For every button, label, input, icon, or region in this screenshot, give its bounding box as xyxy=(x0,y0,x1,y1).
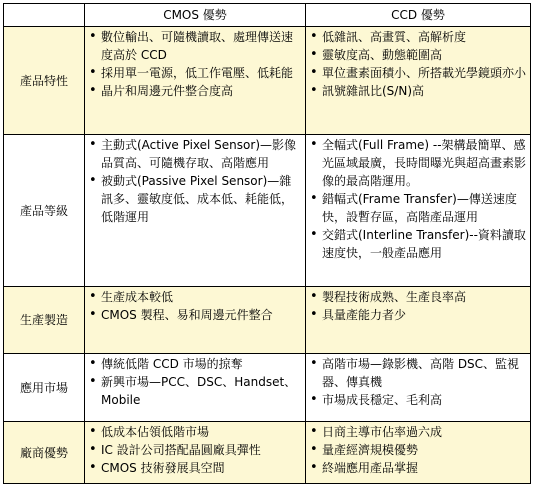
list-item: • 具量產能力者少 xyxy=(309,306,527,324)
list-item: • 新興市場—PCC、DSC、Handset、Mobile xyxy=(88,373,302,409)
ccd-list xyxy=(309,288,527,324)
cmos-list xyxy=(88,288,302,324)
ccd-list xyxy=(309,136,527,262)
ccd-cell xyxy=(306,422,531,484)
ccd-list xyxy=(309,423,527,477)
header-blank-cell xyxy=(4,4,85,27)
list-item: • 訊號雜訊比(S/N)高 xyxy=(309,82,527,100)
cmos-list xyxy=(88,136,302,226)
list-item: • IC 設計公司搭配晶圓廠具彈性 xyxy=(88,441,302,459)
cmos-list xyxy=(88,355,302,409)
header-cmos: CMOS 優勢 xyxy=(85,4,306,27)
cmos-cell xyxy=(85,354,306,422)
row-label: 廠商優勢 xyxy=(4,422,85,484)
row-label: 產品等級 xyxy=(4,135,85,287)
list-item: • 生產成本較低 xyxy=(88,288,302,306)
list-item: • 單位畫素面積小、所搭載光學鏡頭亦小 xyxy=(309,64,527,82)
ccd-list xyxy=(309,28,527,100)
list-item: • 晶片和周邊元件整合度高 xyxy=(88,82,302,100)
cmos-cell xyxy=(85,135,306,287)
list-item: • 傳統低階 CCD 市場的掠奪 xyxy=(88,355,302,373)
list-item: • 數位輸出、可隨機讀取、處理傳送速度高於 CCD xyxy=(88,28,302,64)
list-item: • 日商主導市佔率過六成 xyxy=(309,423,527,441)
list-item: • 市場成長穩定、毛利高 xyxy=(309,391,527,409)
cmos-cell xyxy=(85,422,306,484)
comparison-body xyxy=(4,27,531,484)
ccd-cell xyxy=(306,27,531,135)
list-item: • 交錯式(Interline Transfer)--資料讀取速度快，一般產品應用 xyxy=(309,226,527,262)
list-item: • 採用單一電源，低工作電壓、低耗能 xyxy=(88,64,302,82)
list-item: • 終端應用產品掌握 xyxy=(309,459,527,477)
ccd-list xyxy=(309,355,527,409)
list-item: • 製程技術成熟、生產良率高 xyxy=(309,288,527,306)
table-row xyxy=(4,354,531,422)
table-row xyxy=(4,27,531,135)
list-item: • 全幅式(Full Frame) --架構最簡單、感光區域最廣，長時間曝光與超高畫素影像的最高階運用。 xyxy=(309,136,527,190)
list-item: • 被動式(Passive Pixel Sensor)—雜訊多、靈敏度低、成本低、耗能低，低階運用 xyxy=(88,172,302,226)
list-item: • CMOS 技術發展具空間 xyxy=(88,459,302,477)
header-row xyxy=(4,4,531,27)
table-row xyxy=(4,422,531,484)
comparison-table xyxy=(3,3,531,484)
table-row xyxy=(4,287,531,354)
list-item: • 靈敏度高、動態範圍高 xyxy=(309,46,527,64)
list-item: • 量產經濟規模優勢 xyxy=(309,441,527,459)
list-item: • 低雜訊、高畫質、高解析度 xyxy=(309,28,527,46)
cmos-cell xyxy=(85,287,306,354)
list-item: • 主動式(Active Pixel Sensor)—影像品質高、可隨機存取、高階應用 xyxy=(88,136,302,172)
list-item: • 高階市場—錄影機、高階 DSC、監視器、傳真機 xyxy=(309,355,527,391)
list-item: • 錯幅式(Frame Transfer)—傳送速度快，設暫存區，高階產品運用 xyxy=(309,190,527,226)
header-ccd: CCD 優勢 xyxy=(306,4,531,27)
ccd-cell xyxy=(306,354,531,422)
cmos-list xyxy=(88,28,302,100)
list-item: • CMOS 製程、易和周邊元件整合 xyxy=(88,306,302,324)
row-label: 生產製造 xyxy=(4,287,85,354)
cmos-cell xyxy=(85,27,306,135)
cmos-list xyxy=(88,423,302,477)
ccd-cell xyxy=(306,287,531,354)
ccd-cell xyxy=(306,135,531,287)
list-item: • 低成本佔領低階市場 xyxy=(88,423,302,441)
row-label: 產品特性 xyxy=(4,27,85,135)
table-row xyxy=(4,135,531,287)
row-label: 應用市場 xyxy=(4,354,85,422)
